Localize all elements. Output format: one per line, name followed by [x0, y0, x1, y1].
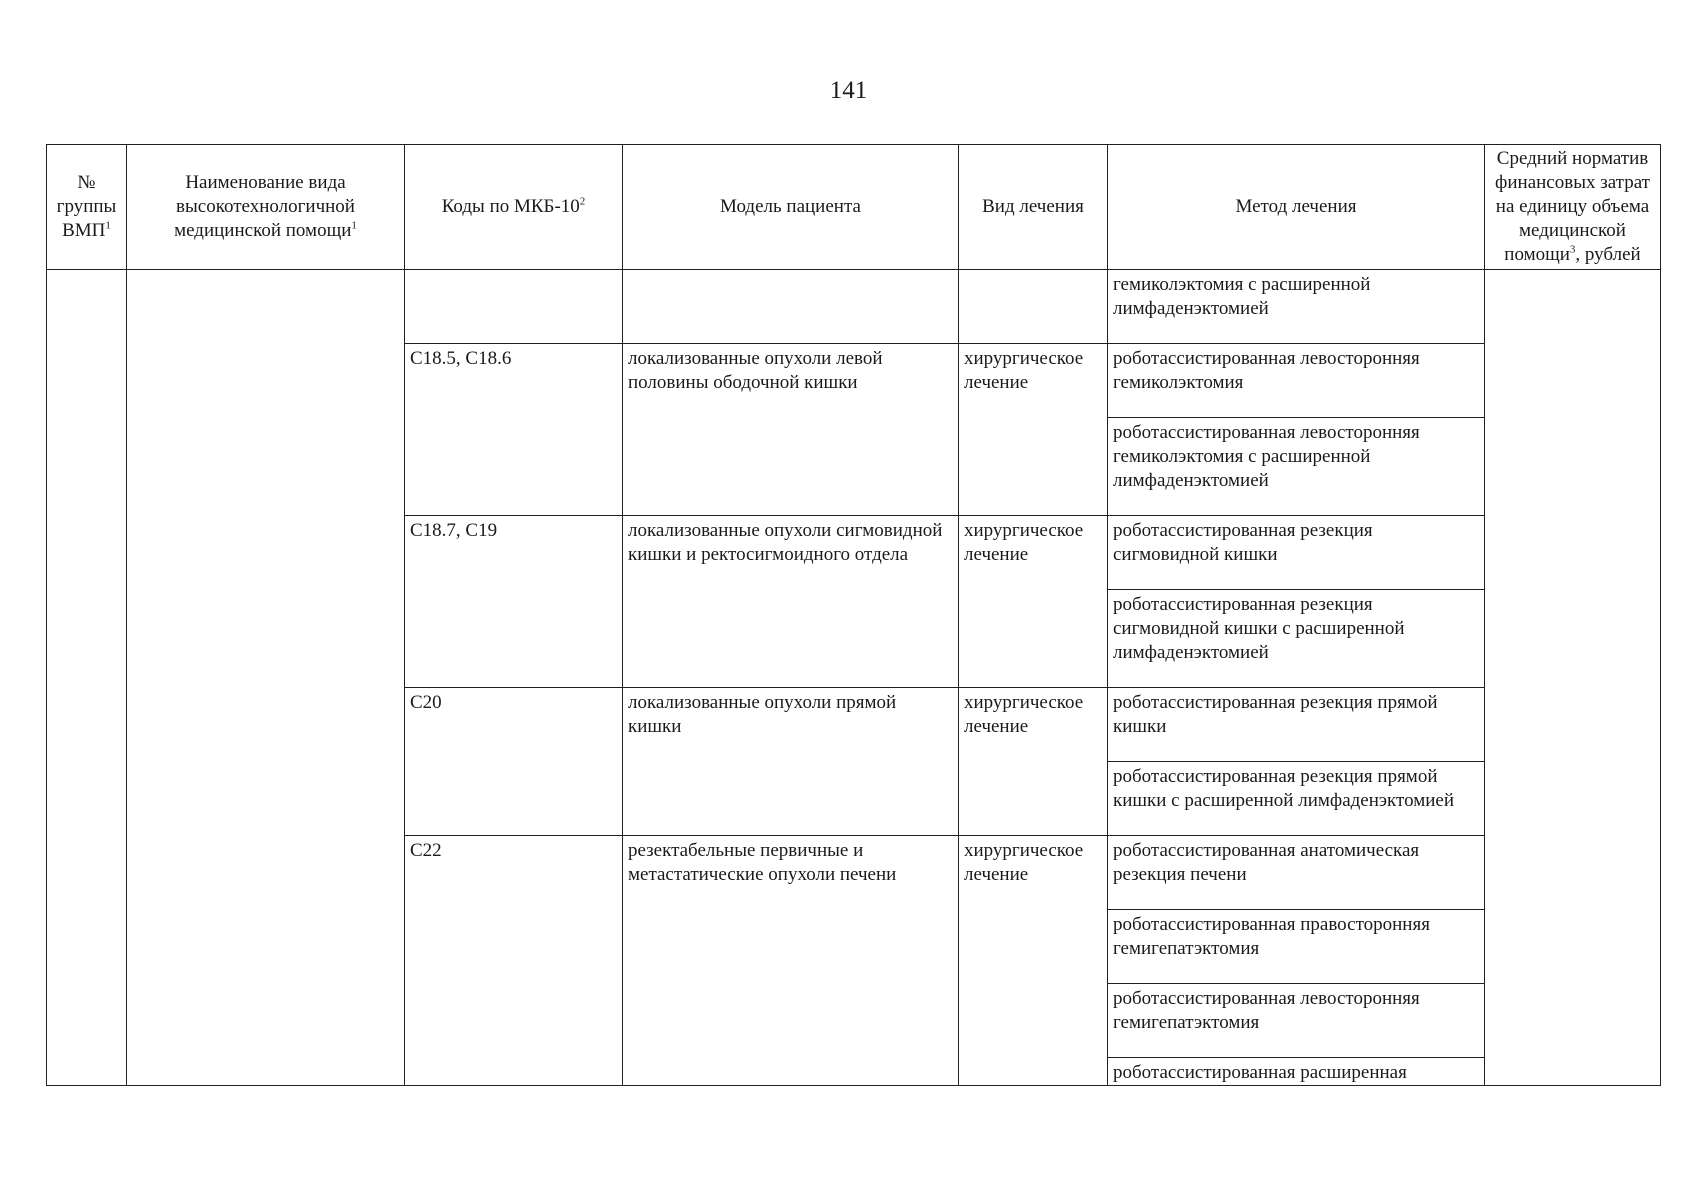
method-item: роботассистированная левосторонняя гемиколэктомия — [1108, 344, 1484, 418]
method-item: роботассистированная правосторонняя гемигепатэктомия — [1108, 910, 1484, 984]
patient-model-cell: локализованные опухоли левой половины ободочной кишки — [623, 344, 959, 516]
cost-standard-cell — [1485, 270, 1661, 1086]
patient-model-cell — [623, 270, 959, 344]
header-care-type: Наименование вида высокотехнологичной медицинской помощи$^1$ — [127, 145, 405, 270]
treatment-method-cell — [1108, 836, 1485, 1086]
patient-model-cell: резектабельные первичные и метастатические опухоли печени — [623, 836, 959, 1086]
care-type-cell — [127, 270, 405, 1086]
group-number-cell — [47, 270, 127, 1086]
treatment-type-cell: хирургическое лечение — [959, 344, 1108, 516]
method-item: роботассистированная левосторонняя гемигепатэктомия — [1108, 984, 1484, 1058]
icd-codes-cell: C18.7, C19 — [405, 516, 623, 688]
method-item: гемиколэктомия с расширенной лимфаденэктомией — [1113, 274, 1371, 319]
header-group-number: № группы ВМП$^1$ — [47, 145, 127, 270]
table-row — [47, 270, 1661, 344]
treatment-method-cell — [1108, 270, 1485, 344]
header-treatment-method: Метод лечения — [1108, 145, 1485, 270]
treatment-type-cell — [959, 270, 1108, 344]
header-icd-codes: Коды по МКБ-$10^2$ — [405, 145, 623, 270]
icd-codes-cell: C18.5, C18.6 — [405, 344, 623, 516]
header-cost-standard: Средний норматив финансовых затрат на единицу объема медицинской помощи$^3$, рублей — [1485, 145, 1661, 270]
method-item: роботассистированная анатомическая резекция печени — [1108, 836, 1484, 910]
icd-codes-cell: C22 — [405, 836, 623, 1086]
table-header-row — [47, 145, 1661, 270]
treatment-method-cell — [1108, 344, 1485, 516]
header-patient-model: Модель пациента — [623, 145, 959, 270]
treatment-type-cell: хирургическое лечение — [959, 836, 1108, 1086]
method-item: роботассистированная левосторонняя гемиколэктомия с расширенной лимфаденэктомией — [1113, 422, 1420, 491]
treatment-type-cell: хирургическое лечение — [959, 688, 1108, 836]
header-treatment-type: Вид лечения — [959, 145, 1108, 270]
method-item: роботассистированная расширенная — [1113, 1062, 1407, 1083]
treatment-method-cell — [1108, 516, 1485, 688]
icd-codes-cell — [405, 270, 623, 344]
treatment-type-cell: хирургическое лечение — [959, 516, 1108, 688]
patient-model-cell: локализованные опухоли сигмовидной кишки и ректосигмоидного отдела — [623, 516, 959, 688]
vmp-table — [46, 144, 1661, 1086]
page-number: 141 — [829, 77, 868, 104]
method-item: роботассистированная резекция сигмовидной кишки с расширенной лимфаденэктомией — [1113, 594, 1405, 663]
treatment-method-cell — [1108, 688, 1485, 836]
method-item: роботассистированная резекция сигмовидной кишки — [1108, 516, 1484, 590]
patient-model-cell: локализованные опухоли прямой кишки — [623, 688, 959, 836]
method-item: роботассистированная резекция прямой кишки — [1108, 688, 1484, 762]
method-item: роботассистированная резекция прямой кишки с расширенной лимфаденэктомией — [1113, 766, 1455, 811]
icd-codes-cell: C20 — [405, 688, 623, 836]
